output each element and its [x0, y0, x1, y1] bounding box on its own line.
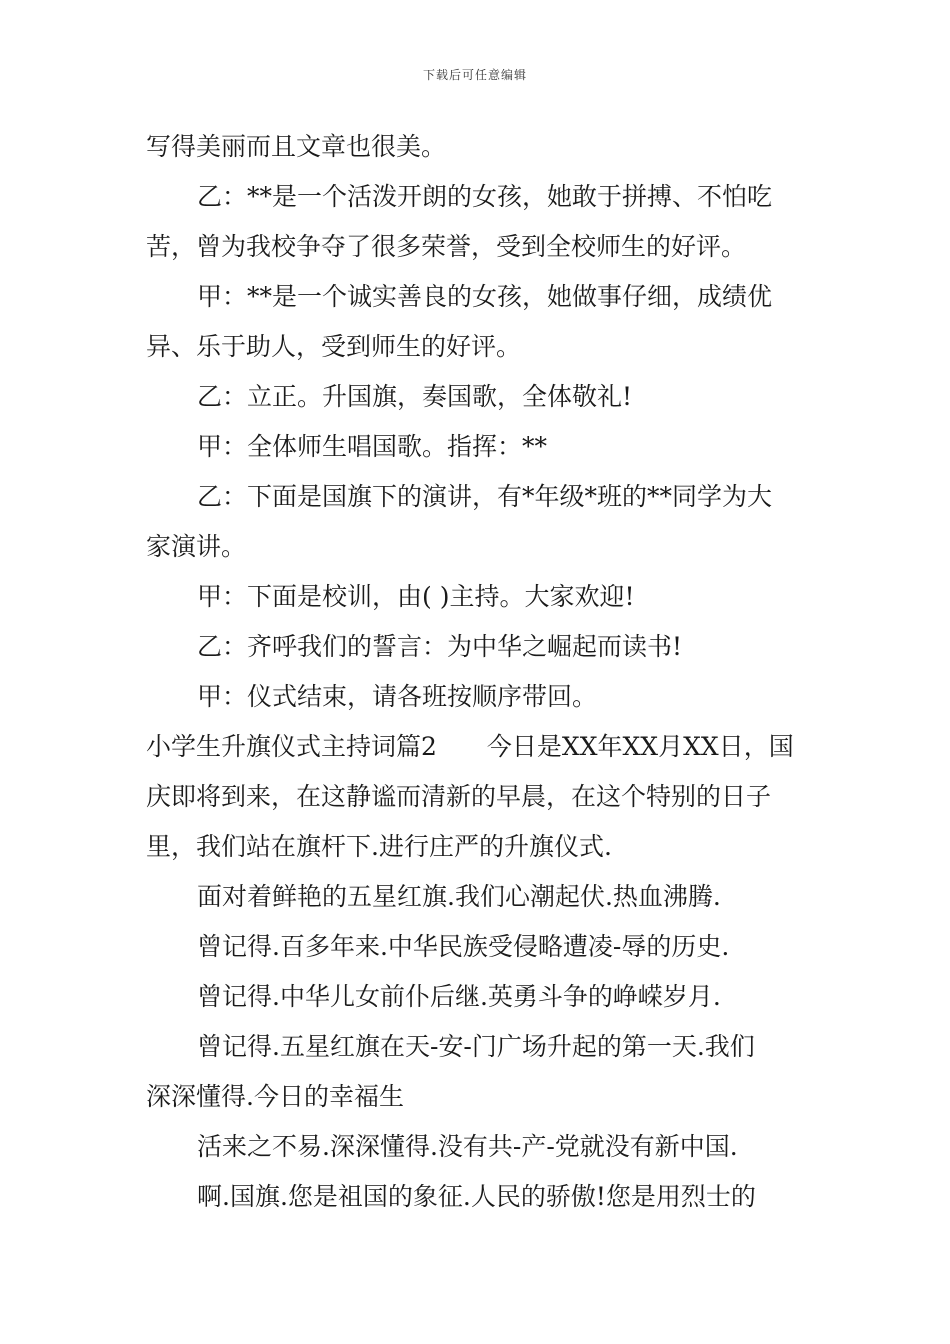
text-line: 深深懂得.今日的幸福生 [146, 1082, 404, 1111]
text-line: 曾记得.百多年来.中华民族受侵略遭凌-辱的历史. [197, 932, 730, 961]
text-line: 写得美丽而且文章也很美。 [146, 132, 447, 161]
text-line: 里，我们站在旗杆下.进行庄严的升旗仪式. [146, 832, 612, 861]
section-heading-line: 小学生升旗仪式主持词篇2 今日是XX年XX月XX日，国 [146, 732, 794, 761]
text-line: 甲：下面是校训，由( )主持。大家欢迎! [197, 582, 635, 611]
text-line: 甲：仪式结束，请各班按顺序带回。 [197, 682, 598, 711]
text-line: 苦，曾为我校争夺了很多荣誉，受到全校师生的好评。 [146, 232, 747, 261]
text-line: 乙：齐呼我们的誓言：为中华之崛起而读书! [197, 632, 683, 661]
text-line: 曾记得.五星红旗在天-安-门广场升起的第一天.我们 [197, 1032, 755, 1061]
text-line: 家演讲。 [146, 532, 247, 561]
text-line: 乙：**是一个活泼开朗的女孩，她敢于拼搏、不怕吃 [197, 182, 773, 211]
text-line: 啊.国旗.您是祖国的象征.人民的骄傲!您是用烈士的 [197, 1182, 756, 1211]
text-line: 甲：全体师生唱国歌。指挥：** [197, 432, 548, 461]
text-line: 乙：立正。升国旗，奏国歌，全体敬礼! [197, 382, 633, 411]
document-body [146, 122, 810, 1222]
text-line: 活来之不易.深深懂得.没有共-产-党就没有新中国. [197, 1132, 738, 1161]
text-line: 甲：**是一个诚实善良的女孩，她做事仔细，成绩优 [197, 282, 773, 311]
text-line: 曾记得.中华儿女前仆后继.英勇斗争的峥嵘岁月. [197, 982, 721, 1011]
text-line: 面对着鲜艳的五星红旗.我们心潮起伏.热血沸腾. [197, 882, 721, 911]
page-header: 下载后可任意编辑 [422, 68, 527, 82]
text-line: 异、乐于助人，受到师生的好评。 [146, 332, 522, 361]
text-line: 庆即将到来，在这静谧而清新的早晨，在这个特别的日子 [146, 782, 772, 811]
text-line: 乙：下面是国旗下的演讲，有*年级*班的**同学为大 [197, 482, 773, 511]
